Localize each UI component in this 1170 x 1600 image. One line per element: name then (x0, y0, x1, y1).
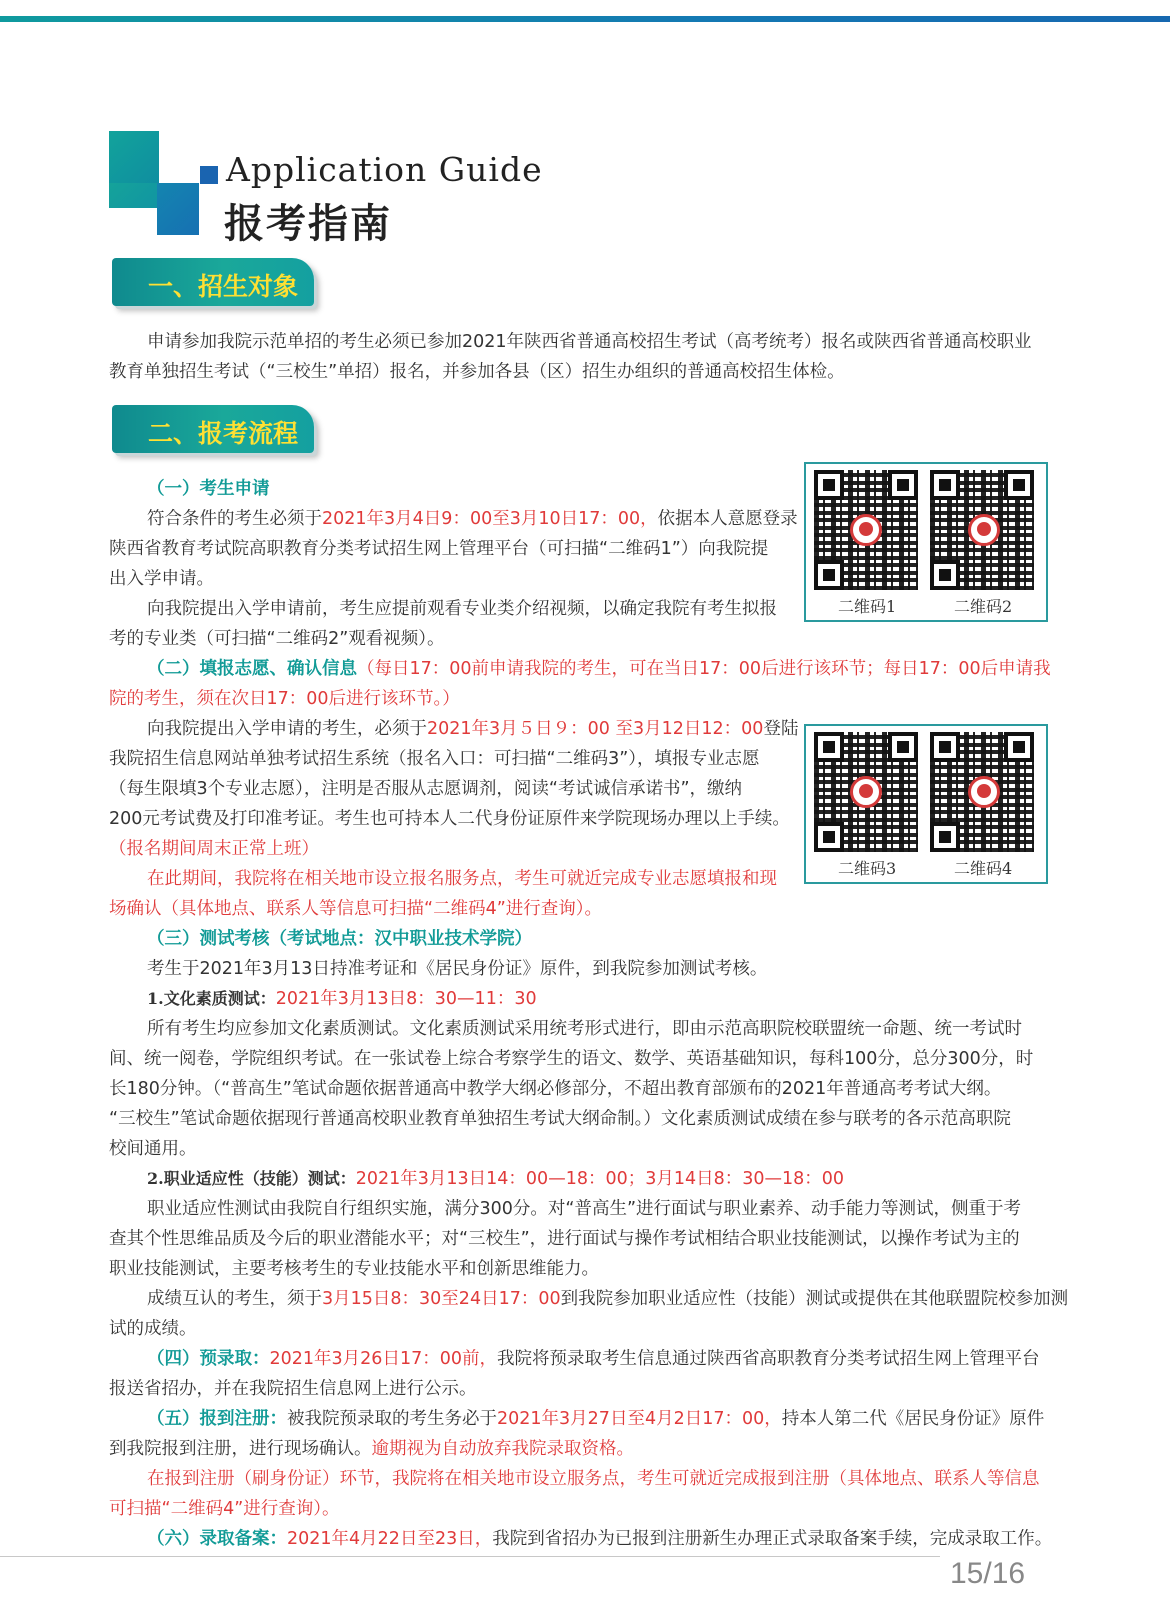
qr-finder-icon (814, 470, 844, 500)
text-span: 成绩互认的考生，须于 (147, 1289, 322, 1309)
qr-finder-icon (888, 732, 918, 762)
date-highlight: 2021年4月22日至23日， (287, 1529, 493, 1549)
section-title: 一、招生对象 (148, 272, 299, 301)
paragraph-line: 校间通用。 (109, 1139, 197, 1159)
text-span: 被我院预录取的考生务必于 (287, 1409, 497, 1429)
paragraph-line (147, 984, 537, 1014)
paragraph-line: 职业技能测试，主要考核考生的专业技能水平和创新思维能力。 (109, 1259, 599, 1279)
paragraph-line: 查其个性思维品质及今后的职业潜能水平；对“三校生”，进行面试与操作考试相结合职业技能测试，以操作考试为主的 (109, 1229, 1020, 1249)
qr-finder-icon (930, 470, 960, 500)
qr-finder-icon (930, 560, 960, 590)
header-logo-block (109, 131, 159, 183)
qr-finder-icon (1004, 470, 1034, 500)
section-header-recruitment-target (112, 258, 314, 306)
qr-finder-icon (814, 822, 844, 852)
paragraph-line: 考生于2021年3月13日持准考证和《居民身份证》原件，到我院参加测试考核。 (147, 959, 768, 979)
paragraph-line: 出入学申请。 (109, 569, 214, 589)
paragraph-line: 职业适应性测试由我院自行组织实施，满分300分。对“普高生”进行面试与职业素养、动手能力等测试，侧重于考 (147, 1199, 1022, 1219)
qr-label: 二维码4 (954, 859, 1013, 878)
text-span: 依据本人意愿登录 (657, 509, 798, 529)
top-accent-bar (0, 16, 1170, 22)
paragraph-line: “三校生”笔试命题依据现行普通高校职业教育单独招生考试大纲命制。）文化素质测试成绩在参与联考的各示范高职院 (109, 1109, 1011, 1129)
paragraph-line (147, 1344, 1039, 1374)
date-highlight: 2021年3月26日17：00前， (269, 1349, 497, 1369)
paragraph-line (147, 1404, 1044, 1434)
paragraph-line: 在此期间，我院将在相关地市设立报名服务点，考生可就近完成专业志愿填报和现 (147, 869, 777, 889)
header-logo-block (109, 183, 157, 208)
paragraph-line: 院的考生，须在次日17：00后进行该环节。） (109, 689, 460, 709)
qr-label: 二维码3 (838, 859, 897, 878)
paragraph-line: 向我院提出入学申请前，考生应提前观看专业类介绍视频，以确定我院有考生拟报 (147, 599, 777, 619)
paragraph-line (147, 654, 1051, 684)
date-highlight: 2021年3月13日14：00—18：00；3月14日8：30—18：00 (355, 1169, 845, 1189)
step-heading: （四）预录取： (147, 1349, 270, 1369)
section-title: 二、报考流程 (148, 419, 299, 448)
paragraph-line: 所有考生均应参加文化素质测试。文化素质测试采用统考形式进行，即由示范高职院校联盟统一命题、统一考试时 (147, 1019, 1022, 1039)
paragraph-line: 长180分钟。（“普高生”笔试命题依据普通高中教学大纲必修部分，不超出教育部颁布的2021年普通高考考试大纲。 (109, 1079, 1002, 1099)
text-span: 到我院报到注册，进行现场确认。 (109, 1439, 372, 1459)
school-emblem-icon (850, 514, 882, 546)
paragraph-line: 报送省招办，并在我院招生信息网上进行公示。 (109, 1379, 477, 1399)
page-title-english: Application Guide (226, 150, 543, 189)
paragraph-line (147, 504, 798, 534)
qr-finder-icon (930, 732, 960, 762)
paragraph-line (109, 1434, 634, 1464)
paragraph-line: 200元考试费及打印准考证。考生也可持本人二代身份证原件来学院现场办理以上手续。 (109, 809, 790, 829)
note-highlight: （每日17：00前申请我院的考生，可在当日17：00后进行该环节；每日17：00后申请我 (357, 659, 1051, 679)
test-label: 2.职业适应性（技能）测试： (147, 1169, 356, 1188)
school-emblem-icon (850, 776, 882, 808)
paragraph-line: 可扫描“二维码4”进行查询）。 (109, 1499, 340, 1519)
step-heading: （二）填报志愿、确认信息 (147, 659, 357, 679)
text-span: 我院将预录取考生信息通过陕西省高职教育分类考试招生网上管理平台 (496, 1349, 1040, 1369)
text-span: 向我院提出入学申请的考生，必须于 (147, 719, 427, 739)
text-span: 符合条件的考生必须于 (147, 509, 322, 529)
paragraph-line: 申请参加我院示范单招的考生必须已参加2021年陕西省普通高校招生考试（高考统考）报名或陕西省普通高校职业 (147, 332, 1032, 352)
warning-highlight: 逾期视为自动放弃我院录取资格。 (371, 1439, 634, 1459)
paragraph-line: 考的专业类（可扫描“二维码2”观看视频）。 (109, 629, 445, 649)
header-logo-block (200, 166, 218, 184)
paragraph-line (147, 1284, 1068, 1314)
qr-finder-icon (814, 732, 844, 762)
step-heading: （一）考生申请 (147, 479, 270, 499)
paragraph-line: 试的成绩。 (109, 1319, 197, 1339)
date-highlight: 2021年3月27日至4月2日17：00， (497, 1409, 782, 1429)
page-title: 报考指南 (224, 201, 392, 247)
paragraph-line: 间、统一阅卷，学院组织考试。在一张试卷上综合考察学生的语文、数学、英语基础知识，每科100分，总分300分，时 (109, 1049, 1034, 1069)
text-span: 登陆 (763, 719, 799, 739)
text-span: 到我院参加职业适应性（技能）测试或提供在其他联盟院校参加测 (560, 1289, 1069, 1309)
section-header-application-process (112, 405, 314, 453)
paragraph-line: 场确认（具体地点、联系人等信息可扫描“二维码4”进行查询）。 (109, 899, 603, 919)
footer-divider (0, 1556, 940, 1557)
paragraph-line: 陕西省教育考试院高职教育分类考试招生网上管理平台（可扫描“二维码1”）向我院提 (109, 539, 769, 559)
date-highlight: 3月15日8：30至24日17：00 (322, 1289, 561, 1309)
paragraph-line: 在报到注册（刷身份证）环节，我院将在相关地市设立服务点，考生可就近完成报到注册（具体地点、联系人等信息 (147, 1469, 1040, 1489)
date-highlight: 2021年3月５日９：00 至3月12日12：00 (427, 719, 764, 739)
paragraph-line (147, 1524, 1052, 1554)
step-heading: （三）测试考核（考试地点：汉中职业技术学院） (147, 929, 532, 949)
paragraph-line: 教育单独招生考试（“三校生”单招）报名，并参加各县（区）招生办组织的普通高校招生体检。 (109, 362, 845, 382)
date-highlight: 2021年3月4日9：00至3月10日17：00， (322, 509, 658, 529)
qr-code-panel-2 (804, 724, 1048, 884)
school-emblem-icon (968, 514, 1000, 546)
qr-finder-icon (888, 470, 918, 500)
step-heading: （五）报到注册： (147, 1409, 287, 1429)
qr-finder-icon (930, 822, 960, 852)
paragraph-line: （报名期间周末正常上班） (109, 839, 319, 859)
text-span: 我院到省招办为已报到注册新生办理正式录取备案手续，完成录取工作。 (492, 1529, 1053, 1549)
qr-label: 二维码2 (954, 597, 1013, 616)
date-highlight: 2021年3月13日8：30—11：30 (275, 989, 537, 1009)
paragraph-line: （每生限填3个专业志愿），注明是否服从志愿调剂，阅读“考试诚信承诺书”，缴纳 (109, 779, 743, 799)
qr-code-panel-1 (804, 462, 1048, 622)
header-logo-block (157, 183, 199, 235)
paragraph-line: 我院招生信息网站单独考试招生系统（报名入口：可扫描“二维码3”），填报专业志愿 (109, 749, 760, 769)
paragraph-line (147, 714, 798, 744)
page-number: 15/16 (950, 1557, 1026, 1590)
qr-finder-icon (814, 560, 844, 590)
text-span: 持本人第二代《居民身份证》原件 (781, 1409, 1045, 1429)
qr-finder-icon (1004, 732, 1034, 762)
qr-label: 二维码1 (838, 597, 897, 616)
paragraph-line (147, 1164, 844, 1194)
step-heading: （六）录取备案： (147, 1529, 287, 1549)
test-label: 1.文化素质测试： (147, 989, 276, 1008)
school-emblem-icon (968, 776, 1000, 808)
